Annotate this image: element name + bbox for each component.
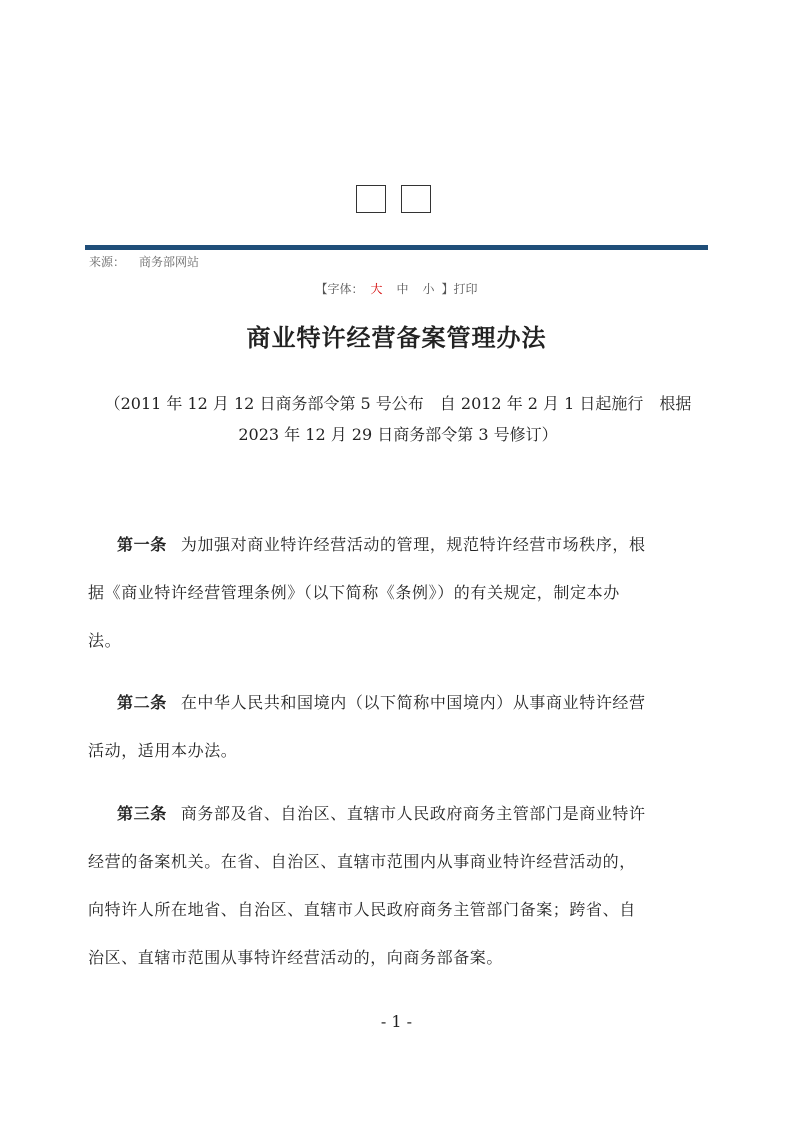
document-title: 商业特许经营备案管理办法 (246, 323, 547, 352)
header-rule (85, 245, 708, 250)
article-3-line-3: 向特许人所在地省、自治区、直辖市人民政府商务主管部门备案；跨省、自 (88, 900, 636, 919)
source-line (89, 253, 199, 270)
article-3 (88, 790, 706, 982)
article-3-text-1: 商务部及省、自治区、直辖市人民政府商务主管部门是商业特许 (180, 804, 646, 823)
font-large-option[interactable]: 大 (370, 282, 383, 296)
subtitle-line-2: 2023 年 12 月 29 日商务部令第 3 号修订） (238, 425, 558, 444)
font-label: 字体： (327, 282, 364, 296)
font-bracket-close: 】 (441, 282, 454, 296)
article-3-line-4: 治区、直辖市范围从事特许经营活动的，向商务部备案。 (88, 948, 504, 967)
article-1 (88, 521, 706, 665)
article-2-text-1: 在中华人民共和国境内（以下简称中国境内）从事商业特许经营 (180, 693, 646, 712)
document-subtitle (90, 388, 706, 450)
placeholder-boxes (356, 185, 431, 213)
article-2-label: 第二条 (117, 693, 167, 712)
article-1-text-1: 为加强对商业特许经营活动的管理，规范特许经营市场秩序，根 (180, 535, 646, 554)
article-2-line-1 (88, 679, 706, 727)
placeholder-box-1 (356, 185, 386, 213)
source-label: 来源： (89, 255, 126, 269)
subtitle-line-1: （2011 年 12 月 12 日商务部令第 5 号公布 自 2012 年 2 月 1 日起施行 根据 (104, 394, 692, 413)
page-number: - 1 - (380, 1012, 413, 1031)
article-3-label: 第三条 (117, 804, 167, 823)
font-small-option[interactable]: 小 (422, 282, 435, 296)
article-1-line-3: 法。 (88, 631, 122, 650)
print-link[interactable]: 打印 (453, 282, 478, 296)
article-3-line-1 (88, 790, 706, 838)
font-size-controls (0, 280, 793, 297)
article-3-line-2: 经营的备案机关。在省、自治区、直辖市范围内从事商业特许经营活动的， (88, 852, 636, 871)
font-bracket-open: 【 (315, 282, 328, 296)
article-2 (88, 679, 706, 775)
source-value: 商务部网站 (139, 255, 200, 269)
article-2-line-2: 活动，适用本办法。 (88, 741, 238, 760)
placeholder-box-2 (401, 185, 431, 213)
article-1-line-1 (88, 521, 706, 569)
article-1-line-2: 据《商业特许经营管理条例》（以下简称《条例》）的有关规定，制定本办 (88, 583, 620, 602)
article-1-label: 第一条 (117, 535, 167, 554)
font-medium-option[interactable]: 中 (396, 282, 409, 296)
